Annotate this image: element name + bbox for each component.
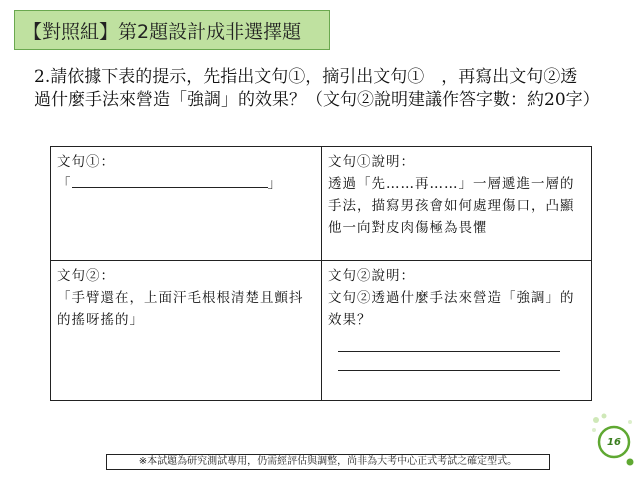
sentence-1-cell bbox=[51, 147, 322, 261]
sentence-2-text: 「手臂還在，上面汗毛根根清楚且顫抖的搖呀搖的」 bbox=[57, 290, 304, 328]
open-quote: 「 bbox=[57, 176, 72, 192]
answer-line-2[interactable] bbox=[338, 352, 560, 371]
table-row bbox=[51, 147, 592, 261]
sentence-1-label: 文句①： bbox=[57, 154, 115, 170]
question-block bbox=[34, 66, 600, 112]
sentence-2-label: 文句②： bbox=[57, 268, 115, 284]
question-number: 2. bbox=[34, 67, 51, 87]
answer-table bbox=[50, 146, 592, 401]
disclaimer-note bbox=[106, 454, 550, 470]
sentence-2-explanation-prompt: 文句②透過什麼手法來營造「強調」的效果？ bbox=[328, 290, 575, 328]
sentence-1-blank[interactable] bbox=[72, 173, 268, 188]
sentence-2-explanation-cell bbox=[322, 261, 592, 401]
sentence-1-explanation-label: 文句①說明： bbox=[328, 154, 415, 170]
answer-line-1[interactable] bbox=[338, 333, 560, 352]
slide-title bbox=[14, 10, 330, 50]
disclaimer-text: ※本試題為研究測試專用，仍需經評估與調整，尚非為大考中心正式考試之確定型式。 bbox=[138, 456, 518, 467]
slide-title-text: 【對照組】第2題設計成非選擇題 bbox=[23, 20, 302, 43]
sentence-2-explanation-label: 文句②說明： bbox=[328, 268, 415, 284]
sentence-1-explanation-text: 透過「先……再……」一層遞進一層的手法，描寫男孩會如何處理傷口，凸顯他一向對皮肉傷極為畏懼 bbox=[328, 176, 575, 236]
sentence-1-explanation-cell bbox=[322, 147, 592, 261]
sentence-2-cell bbox=[51, 261, 322, 401]
close-quote: 」 bbox=[267, 176, 282, 192]
question-text: 請依據下表的提示，先指出文句①，摘引出文句① ，再寫出文句②透過什麼手法來營造「強調」的效果？（文句②說明建議作答字數：約20字） bbox=[34, 67, 600, 110]
page-number: 16 bbox=[607, 437, 621, 448]
table-row bbox=[51, 261, 592, 401]
